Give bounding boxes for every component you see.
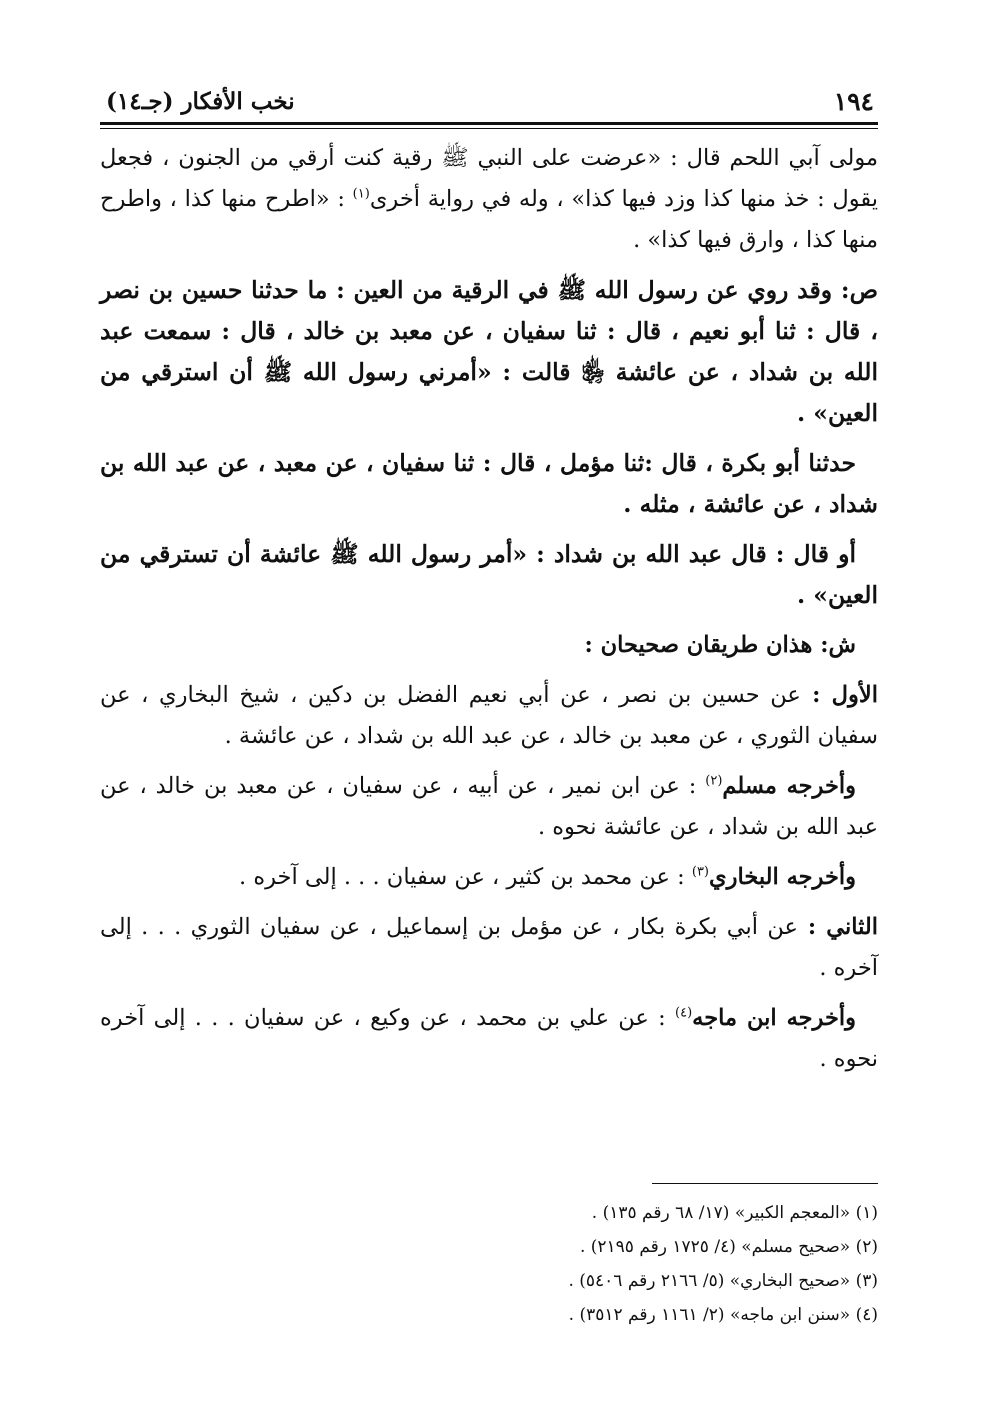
paragraph-4: أو قال : قال عبد الله بن شداد : «أمر رسول الله ﷺ عائشة أن تسترقي من العين» .	[100, 540, 878, 609]
paragraph-9-lead: الثاني :	[797, 914, 878, 940]
paragraph-1-text: مولى آبي اللحم قال : «عرضت على النبي ﷺ رقية كنت أرقي من الجنون ، فجعل يقول : خذ منها كذا وزد فيها كذا» ، وله في رواية أخرى	[100, 145, 878, 212]
footnote-ref-2: (٢)	[705, 773, 723, 789]
book-title: نخب الأفكار (جـ١٤)	[106, 88, 295, 115]
paragraph-6-text: عن حسين بن نصر ، عن أبي نعيم الفضل بن دكين ، شيخ البخاري ، عن سفيان الثوري ، عن معبد بن خالد ، عن عبد الله بن شداد ، عن عائشة .	[100, 682, 878, 749]
paragraph-5: ش: هذان طريقان صحيحان :	[584, 632, 856, 658]
footnote-1: (١) «المعجم الكبير» (١٧/ ٦٨ رقم ١٣٥) .	[591, 1203, 878, 1223]
paragraph-9	[100, 907, 878, 989]
paragraph-10-lead: وأخرجه ابن ماجه	[692, 1005, 856, 1031]
footnote-ref-1: (١)	[352, 186, 370, 202]
footnote-2: (٢) «صحيح مسلم» (٤/ ١٧٢٥ رقم ٢١٩٥) .	[579, 1237, 878, 1257]
paragraph-9-text: عن أبي بكرة بكار ، عن مؤمل بن إسماعيل ، عن سفيان الثوري . . . إلى آخره .	[100, 914, 878, 981]
paragraph-3: حدثنا أبو بكرة ، قال :ثنا مؤمل ، قال : ثنا سفيان ، عن معبد ، عن عبد الله بن شداد ، عن عائشة ، مثله .	[100, 449, 878, 518]
paragraph-2-lead: ص:	[832, 276, 878, 304]
footnote-ref-3: (٣)	[691, 864, 709, 880]
paragraph-7-lead: وأخرجه مسلم	[722, 773, 856, 799]
paragraph-8-lead: وأخرجه البخاري	[709, 864, 856, 890]
page-number: ١٩٤	[833, 87, 874, 116]
footnotes	[300, 1196, 878, 1332]
paragraph-10	[100, 998, 878, 1080]
paragraph-1-end: : «اطرح منها كذا ، واطرح منها كذا ، وارق فيها كذا» .	[100, 186, 878, 253]
footnote-3: (٣) «صحيح البخاري» (٥/ ٢١٦٦ رقم ٥٤٠٦) .	[568, 1271, 878, 1291]
paragraph-6	[100, 675, 878, 757]
footnote-ref-4: (٤)	[675, 1005, 693, 1021]
paragraph-10-text: : عن علي بن محمد ، عن وكيع ، عن سفيان . . . إلى آخره نحوه .	[100, 1005, 878, 1072]
paragraph-1	[100, 138, 878, 261]
paragraph-7-text: : عن ابن نمير ، عن أبيه ، عن سفيان ، عن معبد بن خالد ، عن عبد الله بن شداد ، عن عائشة نحوه .	[100, 773, 878, 840]
paragraph-2-text: وقد روي عن رسول الله ﷺ في الرقية من العين : ما حدثنا حسين بن نصر ، قال : ثنا أبو نعيم ، قال : ثنا سفيان ، عن معبد بن خالد ، قال : سمعت عبد الله بن شداد ، عن عائشة ﵂ قالت : «أمرني رسول الله ﷺ أن استرقي من العين» .	[100, 276, 878, 427]
footnote-4: (٤) «سنن ابن ماجه» (٢/ ١١٦١ رقم ٣٥١٢) .	[568, 1305, 878, 1325]
paragraph-2	[100, 270, 878, 434]
paragraph-8	[100, 857, 878, 898]
page-header	[100, 86, 878, 120]
main-text	[100, 138, 878, 1089]
footnote-separator	[652, 1183, 878, 1184]
header-rule-thin	[100, 128, 878, 129]
paragraph-6-lead: الأول :	[800, 682, 878, 708]
paragraph-8-text: : عن محمد بن كثير ، عن سفيان . . . إلى آخره .	[239, 864, 692, 890]
header-rule-thick	[100, 122, 878, 125]
paragraph-7	[100, 766, 878, 848]
